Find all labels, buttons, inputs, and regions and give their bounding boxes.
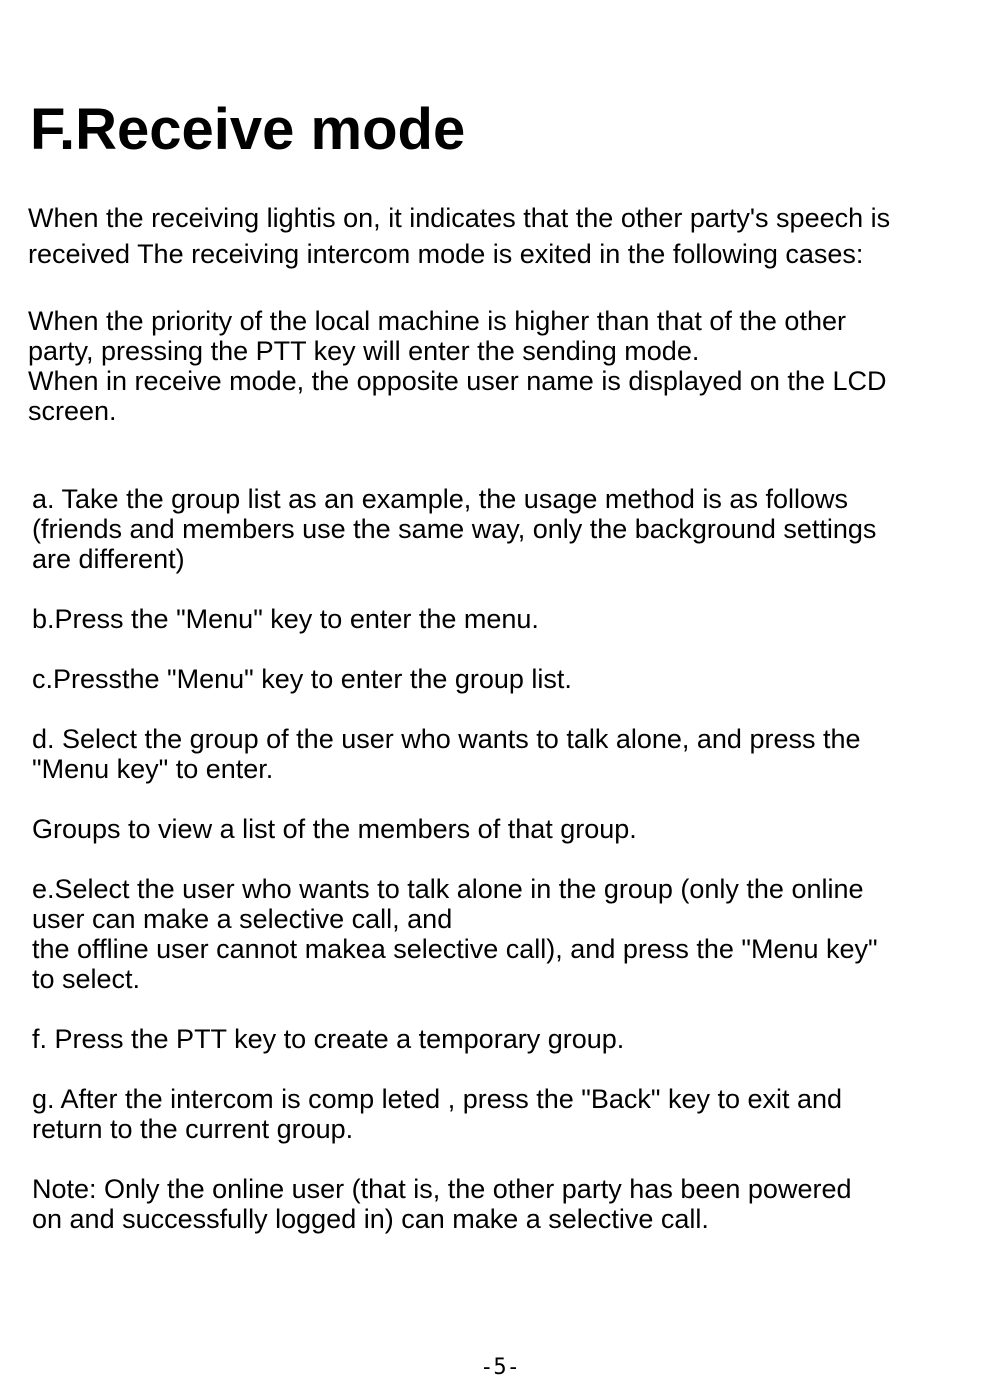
intro-paragraph — [28, 200, 993, 272]
step-line: f. Press the PTT key to create a temporary group. — [32, 1024, 625, 1054]
priority-line: party, pressing the PTT key will enter the sending mode. — [28, 336, 700, 366]
page-title: F.Receive mode — [30, 97, 466, 162]
priority-paragraph — [28, 306, 993, 426]
step-line: the offline user cannot makea selective call), and press the "Menu key" — [32, 934, 878, 964]
step-line: b.Press the "Menu" key to enter the menu. — [32, 604, 539, 634]
step-line: return to the current group. — [32, 1114, 354, 1144]
step-line: "Menu key" to enter. — [32, 754, 274, 784]
step-g — [32, 1084, 987, 1144]
step-e — [32, 874, 987, 994]
step-line: d. Select the group of the user who wants to talk alone, and press the — [32, 724, 861, 754]
step-a — [32, 484, 987, 574]
priority-line: screen. — [28, 396, 117, 426]
step-line: g. After the intercom is comp leted , press the "Back" key to exit and — [32, 1084, 843, 1114]
step-line: a. Take the group list as an example, the usage method is as follows — [32, 484, 848, 514]
step-line: to select. — [32, 964, 141, 994]
step-groups — [32, 814, 987, 844]
step-line: c.Pressthe "Menu" key to enter the group list. — [32, 664, 572, 694]
step-line: user can make a selective call, and — [32, 904, 453, 934]
step-d — [32, 724, 987, 784]
page-number: -5- — [480, 1355, 520, 1380]
priority-line: When in receive mode, the opposite user name is displayed on the LCD — [28, 366, 887, 396]
priority-line: When the priority of the local machine is higher than that of the other — [28, 306, 846, 336]
steps-list — [32, 484, 987, 1264]
intro-line: received The receiving intercom mode is exited in the following cases: — [28, 239, 864, 269]
step-line: are different) — [32, 544, 185, 574]
step-line: e.Select the user who wants to talk alone in the group (only the online — [32, 874, 864, 904]
step-b — [32, 604, 987, 634]
step-f — [32, 1024, 987, 1054]
step-c — [32, 664, 987, 694]
step-line: on and successfully logged in) can make a selective call. — [32, 1204, 709, 1234]
intro-line: When the receiving lightis on, it indicates that the other party's speech is — [28, 203, 891, 233]
step-line: Note: Only the online user (that is, the other party has been powered — [32, 1174, 852, 1204]
step-line: Groups to view a list of the members of that group. — [32, 814, 637, 844]
step-note — [32, 1174, 987, 1234]
step-line: (friends and members use the same way, only the background settings — [32, 514, 877, 544]
